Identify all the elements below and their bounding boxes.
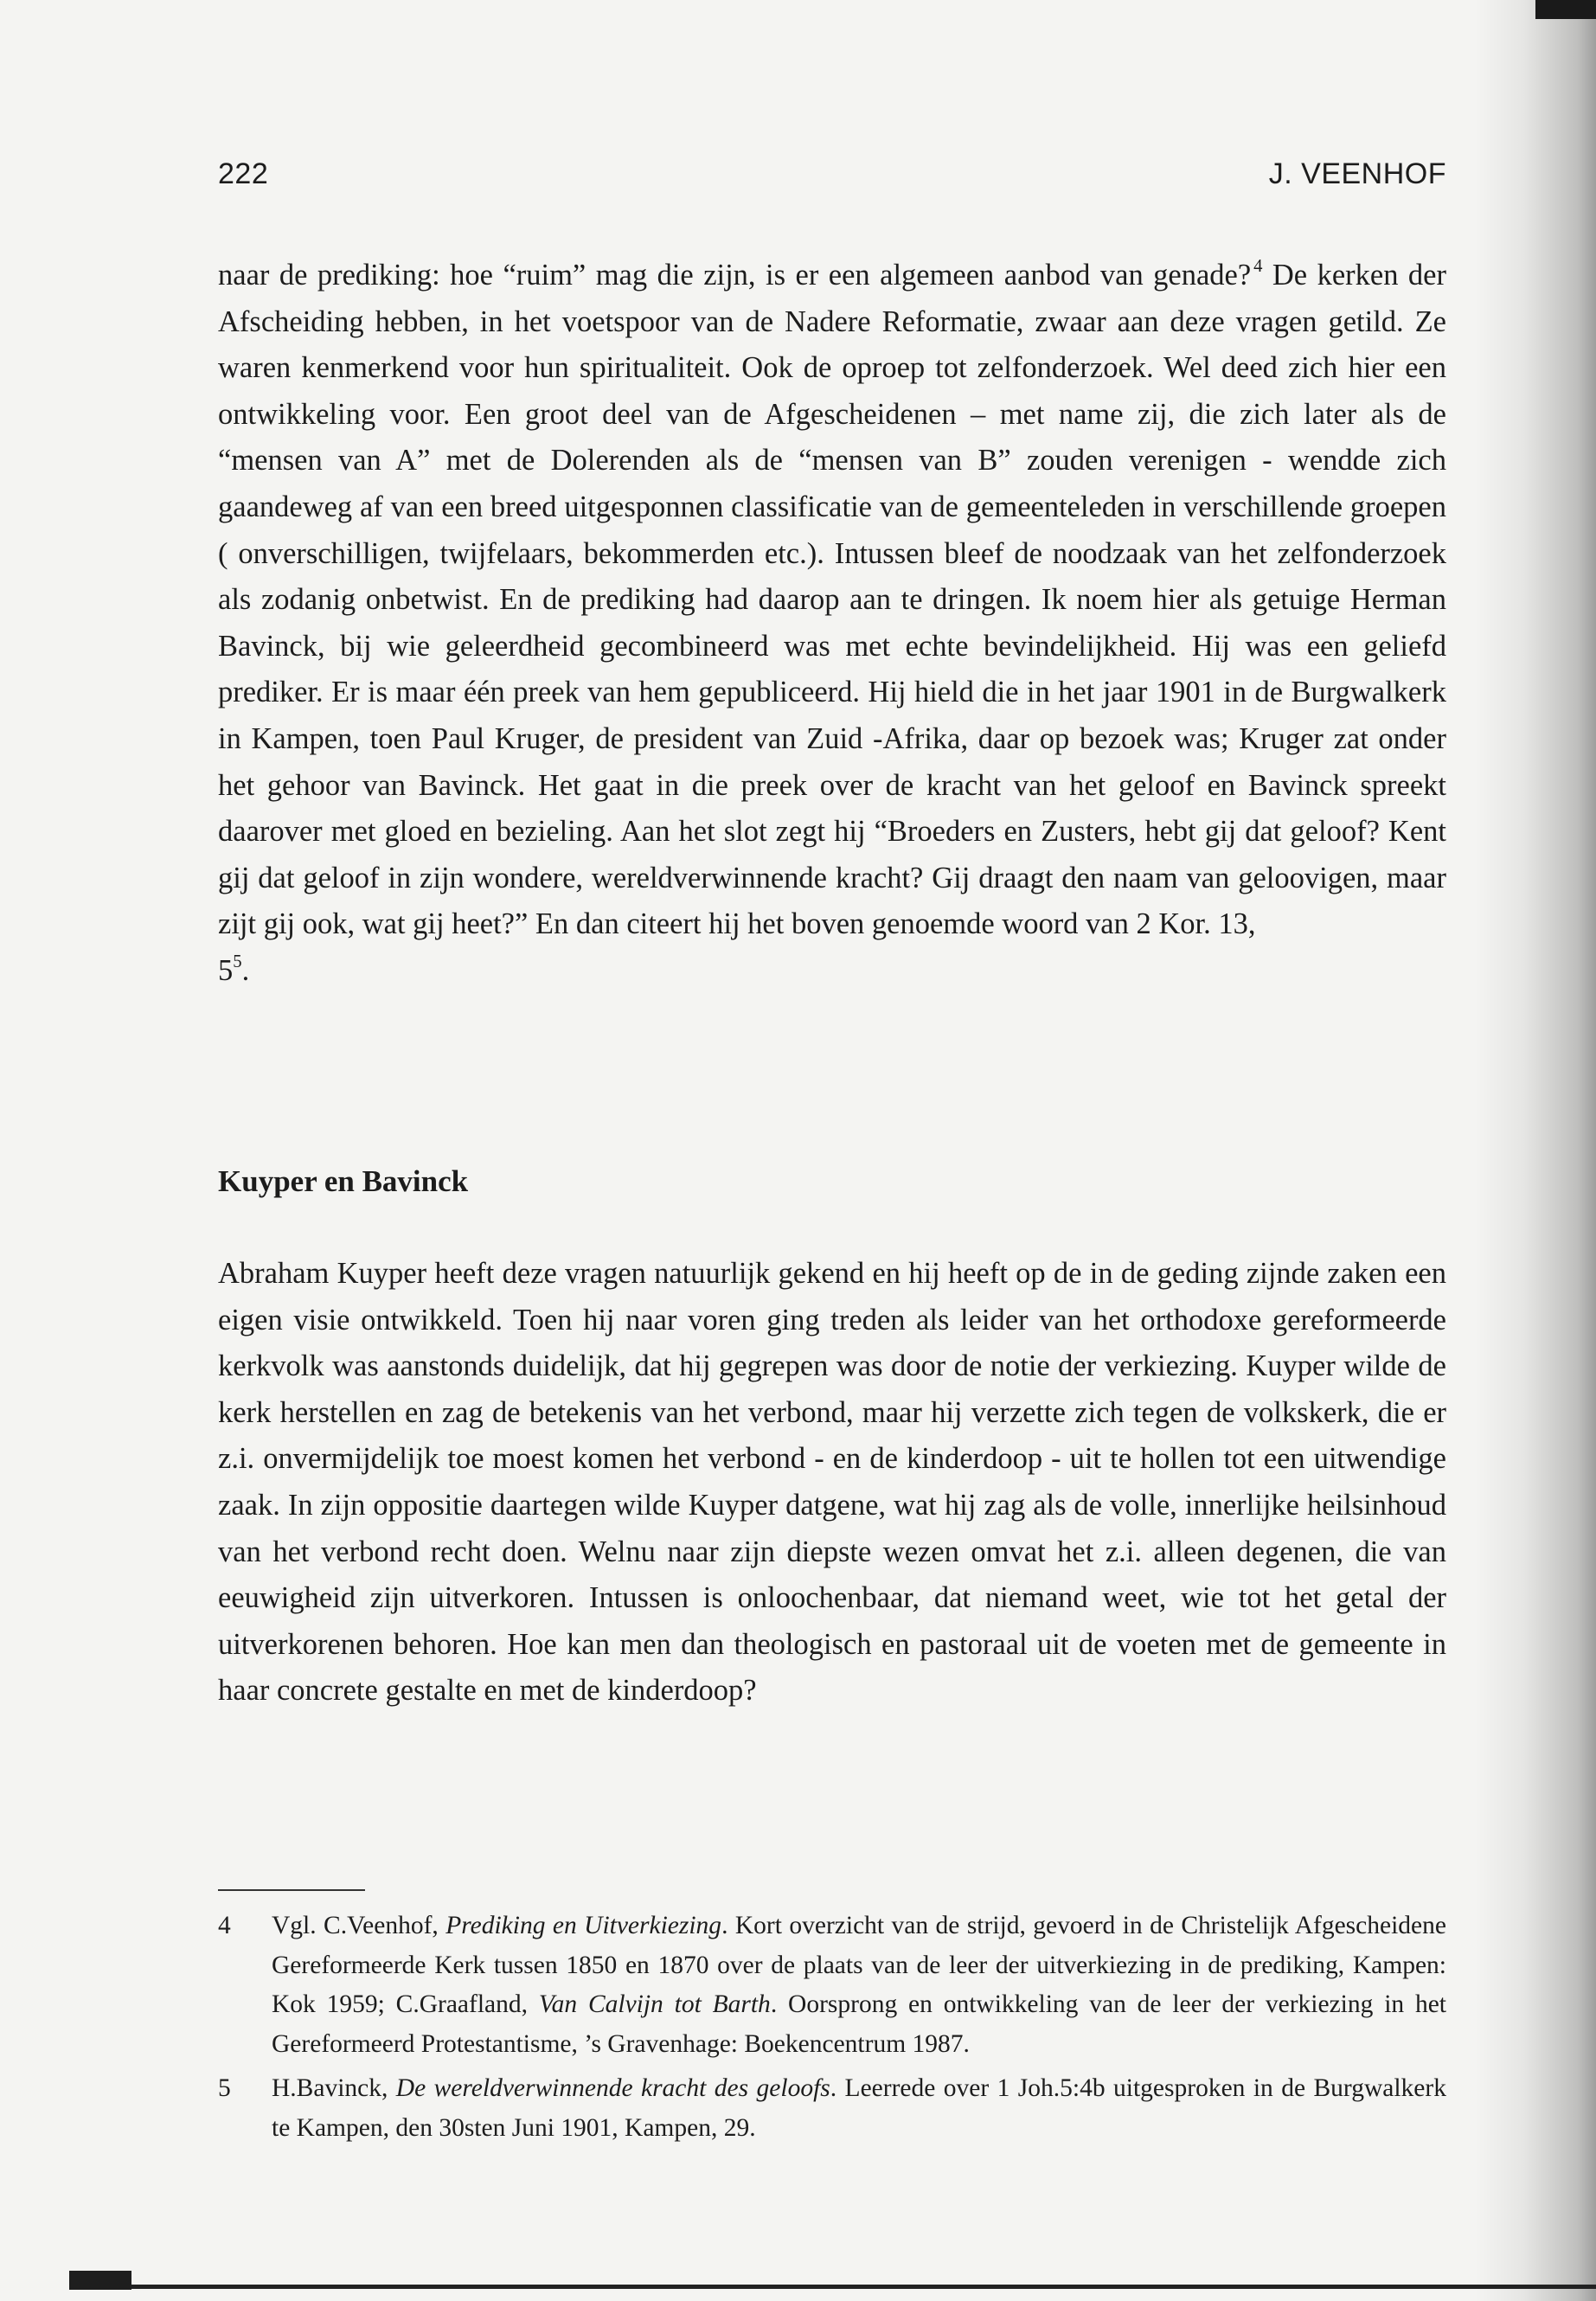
footnote-5 xyxy=(218,2069,1446,2148)
footnote-number: 5 xyxy=(218,2074,231,2102)
footnote-4 xyxy=(218,1907,1446,2064)
page-number: 222 xyxy=(218,157,269,190)
paragraph-1-body: De kerken der Afscheiding hebben, in het voetspoor van de Nadere Reformatie, zwaar aan deze vragen getild. Ze waren kenmerkend voor hun spiritualiteit. Ook de oproep tot zelfonderzoek. Wel deed zich hier een ontwikkeling voor. Een groot deel van de Afgescheidenen – met name zij, die zich later als de “mensen van A” met de Dolerenden als de “mensen van B” zouden verenigen - wendde zich gaandeweg af van een breed uitgesponnen classificatie van de gemeenteleden in verschillende groepen ( onverschilligen, twijfelaars, bekommerden etc.). Intussen bleef de noodzaak van het zelfonderzoek als zodanig onbetwist. En de prediking had daarop aan te dringen. Ik noem hier als getuige Herman Bavinck, bij wie geleerdheid gecombineerd was met echte bevindelijkheid. Hij was een geliefd prediker. Er is maar één preek van hem gepubliceerd. Hij hield die in het jaar 1901 in de Burgwalkerk in Kampen, toen Paul Kruger, de president van Zuid -Afrika, daar op bezoek was; Kruger zat onder het gehoor van Bavinck. Het gaat in die preek over de kracht van het geloof en Bavinck spreekt daarover met gloed en bezieling. Aan het slot zegt hij “Broeders en Zusters, hebt gij dat geloof? Kent gij dat geloof in zijn wondere, wereldverwinnende kracht? Gij draagt den naam van geloovigen, maar zijt gij ook, wat gij heet?” En dan citeert hij het boven genoemde woord van 2 Kor. 13, xyxy=(218,259,1446,941)
scan-edge-shadow xyxy=(1475,0,1596,2301)
footnote-text: . Leerrede over 1 Joh.5:4b uitgesproken in de Burgwalkerk te Kampen, den 30sten Juni 1901, Kampen, 29. xyxy=(272,2074,1446,2142)
scan-bottom-edge xyxy=(69,2285,1596,2289)
footnote-text: . Oorsprong en ontwikkeling van de leer der verkiezing in het Gereformeerd Protestantisme, ’s Gravenhage: Boekencentrum 1987. xyxy=(272,1990,1447,2058)
scan-corner-mark xyxy=(1535,0,1596,19)
paragraph-continuation xyxy=(218,253,1446,995)
paragraph-1 xyxy=(218,253,1446,995)
footnote-separator xyxy=(218,1889,365,1891)
running-head-author: J. VEENHOF xyxy=(1268,157,1446,190)
footnote-number: 4 xyxy=(218,1912,231,1939)
paragraph-1-start: naar de prediking: hoe “ruim” mag die zijn, is er een algemeen aanbod van genade? xyxy=(218,259,1252,292)
paragraph-1-last-line: 5 xyxy=(218,953,234,987)
paragraph-block-2 xyxy=(218,1251,1446,1715)
footnote-title: De wereldverwinnende kracht des geloofs xyxy=(395,2074,830,2102)
paragraph-1-end: . xyxy=(241,953,250,987)
footnotes xyxy=(218,1907,1446,2148)
section-heading: Kuyper en Bavinck xyxy=(218,1164,469,1198)
footnote-title: Van Calvijn tot Barth xyxy=(538,1990,771,2018)
scan-bottom-mark xyxy=(69,2271,131,2290)
footnote-text: H.Bavinck, xyxy=(272,2074,396,2102)
footnote-title: Prediking en Uitverkiezing xyxy=(445,1912,722,1939)
paragraph-2: Abraham Kuyper heeft deze vragen natuurlijk gekend en hij heeft op de in de geding zijnde zaken een eigen visie ontwikkeld. Toen hij naar voren ging treden als leider van het orthodoxe gereformeerde kerkvolk was aanstonds duidelijk, dat hij gegrepen was door de notie der verkiezing. Kuyper wilde de kerk herstellen en zag de betekenis van het verbond, maar hij verzette zich tegen de volkskerk, die er z.i. onvermijdelijk toe moest komen het verbond - en de kinderdoop - uit te hollen tot een uitwendige zaak. In zijn oppositie daartegen wilde Kuyper datgene, wat hij zag als de volle, innerlijke heilsinhoud van het verbond recht doen. Welnu naar zijn diepste wezen omvat het z.i. alleen degenen, die van eeuwigheid zijn uitverkoren. Intussen is onloochenbaar, dat niemand weet, wie tot het getal der uitverkorenen behoren. Hoe kan men dan theologisch en pastoraal uit de voeten met de gemeente in haar concrete gestalte en met de kinderdoop? xyxy=(218,1257,1446,1708)
footnote-ref-5[interactable]: 5 xyxy=(233,952,242,972)
footnote-text: Vgl. C.Veenhof, xyxy=(272,1912,446,1939)
footnote-text: . Kort overzicht van de strijd, gevoerd in de Christelijk Afgescheidene Gereformeerde Kerk tussen 1850 en 1870 over de plaats van de leer der uitverkiezing in de prediking, Kampen: Kok 1959; C.Graafland, xyxy=(272,1912,1446,2018)
footnote-ref-4[interactable]: 4 xyxy=(1253,257,1263,277)
